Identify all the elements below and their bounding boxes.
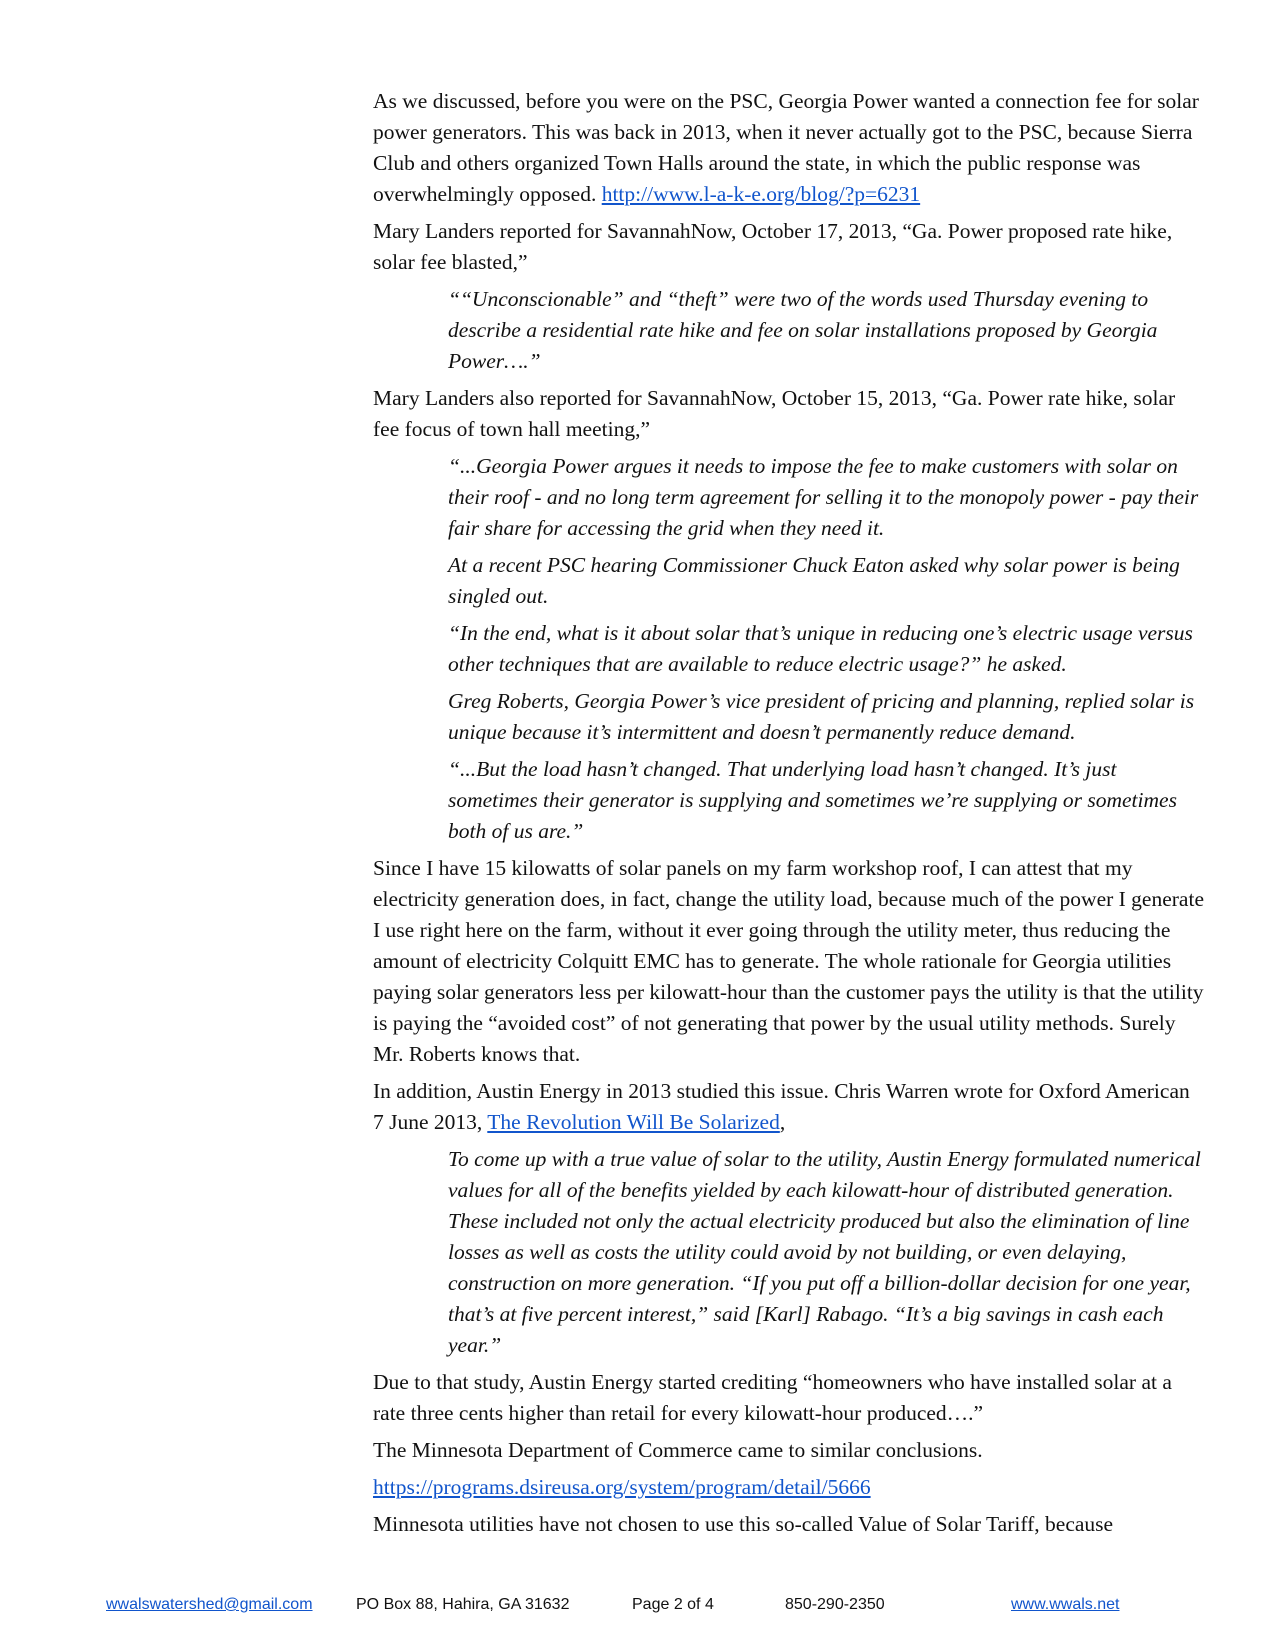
paragraph-savannahnow-oct15: Mary Landers also reported for SavannahNow, October 15, 2013, “Ga. Power rate hike, solar fee focus of town hall meeting,”: [373, 386, 1176, 441]
footer-phone: 850-290-2350: [785, 1596, 885, 1613]
lake-blog-link[interactable]: http://www.l-a-k-e.org/blog/?p=6231: [601, 182, 921, 206]
paragraph-austin-crediting: Due to that study, Austin Energy started crediting “homeowners who have installed solar at a rate three cents higher than retail for every kilowatt-hour produced….”: [373, 1370, 1172, 1425]
paragraph-minnesota-commerce: The Minnesota Department of Commerce came to similar conclusions.: [373, 1438, 983, 1462]
paragraph-text: As we discussed, before you were on the PSC, Georgia Power wanted a connection fee for solar power generators. This was back in 2013, when it never actually got to the PSC, because Sierra Club and others organized Town Halls around the state, in which the public response was overwhelmingly opposed.: [373, 89, 1199, 206]
footer-website-link[interactable]: www.wwals.net: [1011, 1596, 1120, 1613]
page-footer: [0, 1596, 1275, 1620]
footer-page-number: Page 2 of 4: [632, 1596, 714, 1613]
footer-address: PO Box 88, Hahira, GA 31632: [356, 1596, 570, 1613]
dsire-program-link[interactable]: https://programs.dsireusa.org/system/program/detail/5666: [373, 1475, 871, 1499]
footer-email-link[interactable]: wwalswatershed@gmail.com: [106, 1596, 313, 1613]
paragraph-austin-energy: [373, 1076, 1205, 1138]
quote-eaton-asked: “In the end, what is it about solar that’s unique in reducing one’s electric usage versus other techniques that are available to reduce electric usage?” he asked.: [448, 621, 1193, 676]
paragraph-minnesota-utilities: Minnesota utilities have not chosen to use this so-called Value of Solar Tariff, because: [373, 1512, 1114, 1536]
paragraph-dsire-link-line: [373, 1472, 1205, 1503]
revolution-solarized-link[interactable]: The Revolution Will Be Solarized: [487, 1110, 780, 1134]
quote-unconscionable: ““Unconscionable” and “theft” were two of the words used Thursday evening to describe a residential rate hike and fee on solar installations proposed by Georgia Power….”: [448, 287, 1158, 373]
quote-austin-value-of-solar: To come up with a true value of solar to the utility, Austin Energy formulated numerical values for all of the benefits yielded by each kilowatt-hour of distributed generation. These included not only the actual electricity produced but also the elimination of line losses as well as costs the utility could avoid by not building, or even delaying, construction on more generation. “If you put off a billion-dollar decision for one year, that’s at five percent interest,” said [Karl] Rabago. “It’s a big savings in cash each year.”: [448, 1147, 1201, 1357]
quote-load-unchanged: “...But the load hasn’t changed. That underlying load hasn’t changed. It’s just sometimes their generator is supplying and sometimes we’re supplying or sometimes both of us are.”: [448, 757, 1177, 843]
paragraph-farm-solar: Since I have 15 kilowatts of solar panels on my farm workshop roof, I can attest that my electricity generation does, in fact, change the utility load, because much of the power I generate I use right here on the farm, without it ever going through the utility meter, thus reducing the amount of electricity Colquitt EMC has to generate. The whole rationale for Georgia utilities paying solar generators less per kilowatt-hour than the customer pays the utility is that the utility is paying the “avoided cost” of not generating that power by the usual utility methods. Surely Mr. Roberts knows that.: [373, 856, 1204, 1066]
paragraph-text: In addition, Austin Energy in 2013 studied this issue. Chris Warren wrote for Oxford American 7 June 2013,: [373, 1079, 1190, 1134]
quote-fair-share: “...Georgia Power argues it needs to impose the fee to make customers with solar on their roof - and no long term agreement for selling it to the monopoly power - pay their fair share for accessing the grid when they need it.: [448, 454, 1199, 540]
paragraph-savannahnow-oct17: Mary Landers reported for SavannahNow, October 17, 2013, “Ga. Power proposed rate hike, solar fee blasted,”: [373, 219, 1173, 274]
quote-roberts-reply: Greg Roberts, Georgia Power’s vice president of pricing and planning, replied solar is unique because it’s intermittent and doesn’t permanently reduce demand.: [448, 689, 1195, 744]
letter-body: [373, 86, 1205, 1546]
paragraph-comma: ,: [779, 1110, 786, 1134]
paragraph-connection-fee: [373, 86, 1205, 210]
quote-eaton-question: At a recent PSC hearing Commissioner Chuck Eaton asked why solar power is being singled out.: [448, 553, 1180, 608]
